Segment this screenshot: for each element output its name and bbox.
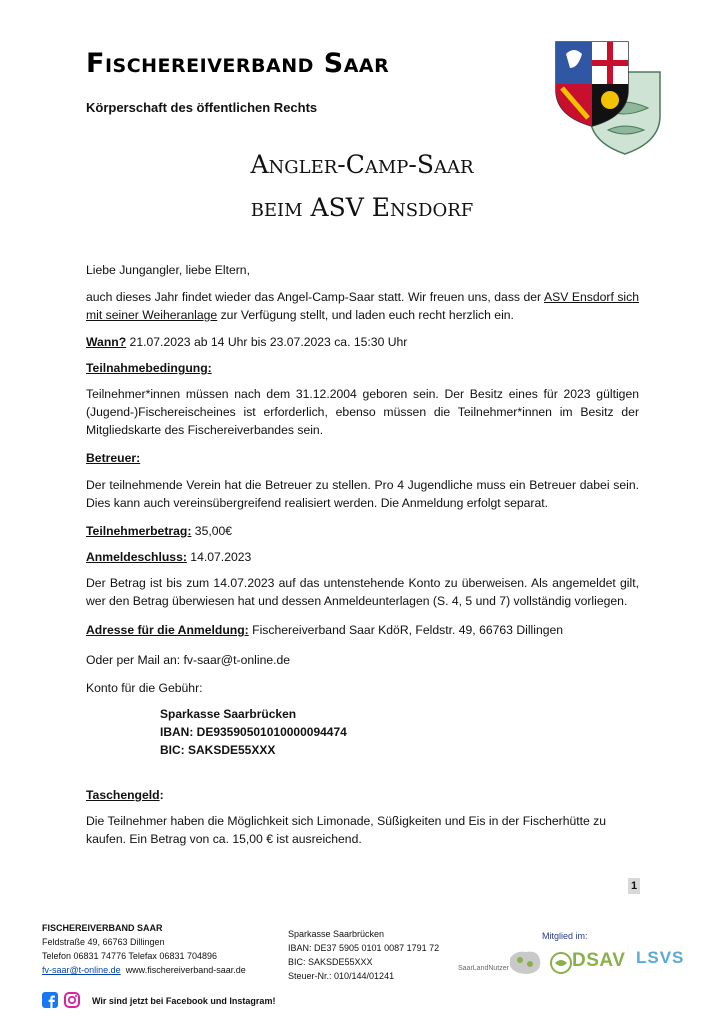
footer-bic: BIC: SAKSDE55XXX	[288, 957, 373, 967]
when-value: 21.07.2023 ab 14 Uhr bis 23.07.2023 ca. 15:30 Uhr	[126, 335, 408, 349]
when-label: Wann?	[86, 335, 127, 349]
organization-subtitle: Körperschaft des öffentlichen Rechts	[86, 100, 318, 115]
saarland-nutzer-logo	[458, 948, 546, 978]
footer-iban: IBAN: DE37 5905 0101 0087 1791 72	[288, 943, 440, 953]
deadline-value: 14.07.2023	[186, 550, 252, 564]
greeting: Liebe Jungangler, liebe Eltern,	[86, 263, 250, 277]
footer-tax-number: Steuer-Nr.: 010/144/01241	[288, 971, 395, 981]
footer-street: Feldstraße 49, 66763 Dillingen	[42, 937, 165, 947]
address-value: Fischereiverband Saar KdöR, Feldstr. 49, 66763 Dillingen	[248, 623, 564, 637]
footer-email-link[interactable]: fv-saar@t-online.de	[42, 965, 121, 975]
dsav-logo	[550, 948, 630, 982]
mail-line: Oder per Mail an: fv-saar@t-online.de	[86, 653, 291, 667]
lsvs-text: LSVS	[636, 948, 685, 967]
bank-name: Sparkasse Saarbrücken	[160, 707, 297, 721]
conditions-heading: Teilnahmebedingung:	[86, 361, 212, 375]
pocket-money-colon: :	[159, 788, 164, 802]
coat-of-arms-icon	[552, 38, 664, 156]
deadline-label: Anmeldeschluss:	[86, 550, 187, 564]
lsvs-logo	[636, 948, 686, 982]
fee-value: 35,00€	[191, 524, 233, 538]
dsav-emblem-icon	[550, 952, 572, 974]
saarland-map-icon	[506, 948, 544, 976]
intro-text-end: zur Verfügung stellt, und laden euch recht herzlich ein.	[217, 308, 514, 322]
address-label: Adresse für die Anmeldung:	[86, 623, 249, 637]
payment-text: Der Betrag ist bis zum 14.07.2023 auf das untenstehende Konto zu überweisen. Als angemeldet gilt, wer den Betrag überwiesen hat und dessen Anmeldeunterlagen (S. 4, 5 und 7) vollständig vorliegen.	[86, 576, 639, 608]
deadline-line	[86, 548, 639, 566]
supervisor-text: Der teilnehmende Verein hat die Betreuer zu stellen. Pro 4 Jugendliche muss ein Betreuer dabei sein. Dies kann auch vereinsübergreifend realisiert werden. Die Anmeldung erfolgt separat.	[86, 478, 639, 510]
facebook-icon[interactable]	[42, 992, 58, 1008]
when-line	[86, 333, 639, 351]
pocket-money-text: Die Teilnehmer haben die Möglichkeit sich Limonade, Süßigkeiten und Eis in der Fischerhütte zu kaufen. Ein Betrag von ca. 15,00 € ist ausreichend.	[86, 814, 607, 846]
host-club-link[interactable]: ASV Ensdorf sich mit seiner Weiheranlage	[86, 290, 639, 322]
pocket-money-label: Taschengeld	[86, 788, 160, 802]
instagram-icon[interactable]	[64, 992, 80, 1008]
bank-iban: IBAN: DE93590501010000094474	[160, 725, 347, 739]
event-title-line1: Angler-Camp-Saar	[250, 150, 474, 179]
bank-bic: BIC: SAKSDE55XXX	[160, 743, 276, 757]
footer-contact-line	[42, 964, 246, 977]
pocket-money-heading	[86, 786, 164, 804]
member-label: Mitglied im:	[542, 931, 588, 941]
intro-text-start: auch dieses Jahr findet wieder das Angel-Camp-Saar statt. Wir freuen uns, dass der	[86, 290, 544, 304]
dsav-text: DSAV	[572, 950, 626, 971]
social-media-text: Wir sind jetzt bei Facebook und Instagram!	[92, 996, 276, 1006]
fee-line	[86, 522, 639, 540]
intro-paragraph	[86, 288, 639, 324]
footer-website[interactable]: www.fischereiverband-saar.de	[125, 965, 246, 975]
account-intro: Konto für die Gebühr:	[86, 681, 203, 695]
footer-phone: Telefon 06831 74776 Telefax 06831 704896	[42, 951, 217, 961]
footer-bank-name: Sparkasse Saarbrücken	[288, 929, 385, 939]
footer-org-name: FISCHEREIVERBAND SAAR	[42, 923, 163, 933]
conditions-text: Teilnehmer*innen müssen nach dem 31.12.2004 geboren sein. Der Besitz eines für 2023 gültigen (Jugend-)Fischereischeines ist erforderlich, ebenso müssen die Teilnehmer*innen im Besitz der Mitgliedskarte des Fischereiverbandes sein.	[86, 387, 639, 437]
page-number: 1	[628, 878, 640, 894]
supervisor-heading: Betreuer:	[86, 451, 141, 465]
address-line	[86, 621, 639, 639]
organization-name: Fischereiverband Saar	[86, 48, 390, 79]
fee-label: Teilnehmerbetrag:	[86, 524, 192, 538]
saarland-nutzer-text: SaarLandNutzer	[458, 965, 509, 972]
event-title-line2: beim ASV Ensdorf	[250, 193, 474, 222]
